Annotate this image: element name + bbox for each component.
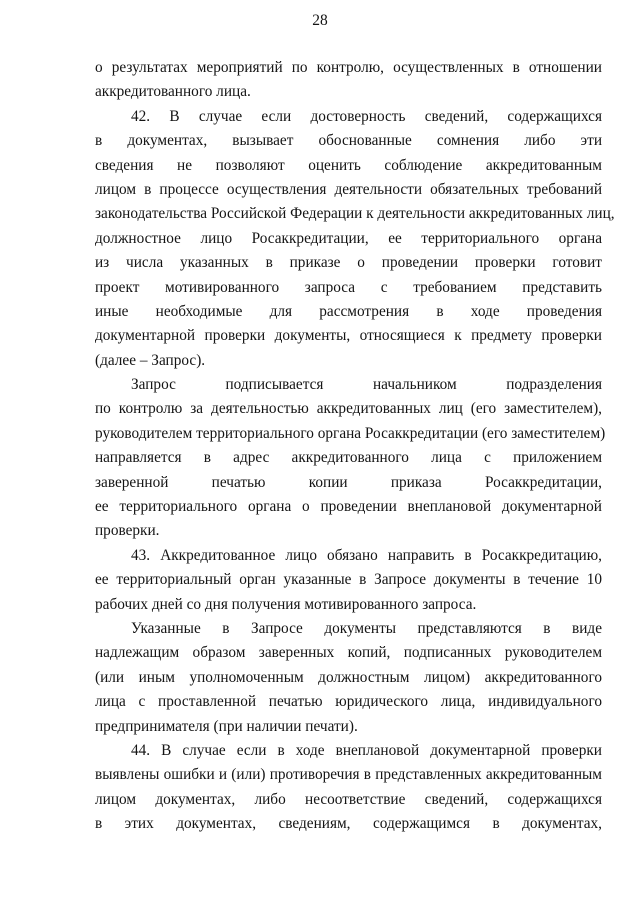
text-line: надлежащим образом заверенных копий, подписанных руководителем [95, 644, 602, 662]
text-line: из числа указанных в приказе о проведении проверки готовит [95, 254, 602, 272]
text-line: должностное лицо Росаккредитации, ее территориального органа [95, 229, 602, 247]
document-body [95, 56, 615, 837]
text-line: заверенной печатью копии приказа Росаккредитации, [95, 473, 602, 491]
text-line: о результатах мероприятий по контролю, осуществленных в отношении [95, 59, 602, 76]
text-line: 44. В случае если в ходе внеплановой документарной проверки [131, 741, 602, 759]
text-line: 43. Аккредитованное лицо обязано направить в Росаккредитацию, [131, 546, 602, 564]
paragraph [95, 739, 602, 837]
text-line: проверки. [95, 522, 160, 540]
text-line: проект мотивированного запроса с требованием представить [95, 278, 602, 296]
text-line: выявлены ошибки и (или) противоречия в представленных аккредитованным [95, 766, 602, 784]
text-line: иные необходимые для рассмотрения в ходе проведения [95, 302, 602, 320]
text-line: руководителем территориального органа Росаккредитации (его заместителем) [95, 424, 606, 442]
paragraph [95, 56, 602, 105]
paragraph [95, 617, 602, 739]
text-line: сведения не позволяют оценить соблюдение аккредитованным [95, 156, 602, 174]
text-line: документарной проверки документы, относящиеся к предмету проверки [95, 327, 602, 345]
text-line: аккредитованного лица. [95, 83, 251, 101]
text-line: ее территориальный орган указанные в Запросе документы в течение 10 [95, 571, 602, 589]
text-line: 42. В случае если достоверность сведений, содержащихся [131, 107, 602, 125]
paragraph [95, 544, 602, 617]
text-line: в документах, вызывает обоснованные сомнения либо эти [95, 132, 602, 150]
text-line: (далее – Запрос). [95, 351, 206, 369]
text-line: по контролю за деятельностью аккредитованных лиц (его заместителем), [95, 400, 602, 418]
text-line: лицом документах, либо несоответствие сведений, содержащихся [95, 790, 602, 808]
text-line: предпринимателя (при наличии печати). [95, 717, 358, 735]
page-number: 28 [312, 12, 328, 29]
text-line: лица с проставленной печатью юридического лица, индивидуального [95, 693, 602, 711]
text-line: Запрос подписывается начальником подразделения [131, 376, 602, 394]
text-line: направляется в адрес аккредитованного лица с приложением [95, 449, 602, 467]
text-line: в этих документах, сведениям, содержащимся в документах, [95, 815, 602, 833]
text-line: лицом в процессе осуществления деятельности обязательных требований [95, 180, 602, 198]
text-line: рабочих дней со дня получения мотивированного запроса. [95, 595, 477, 613]
paragraph [95, 105, 615, 373]
text-line: ее территориального органа о проведении внеплановой документарной [95, 498, 602, 516]
text-line: Указанные в Запросе документы представляются в виде [131, 619, 602, 637]
text-line: (или иным уполномоченным должностным лицом) аккредитованного [95, 668, 602, 686]
text-line: законодательства Российской Федерации к деятельности аккредитованных лиц, [95, 205, 615, 223]
paragraph [95, 373, 606, 544]
